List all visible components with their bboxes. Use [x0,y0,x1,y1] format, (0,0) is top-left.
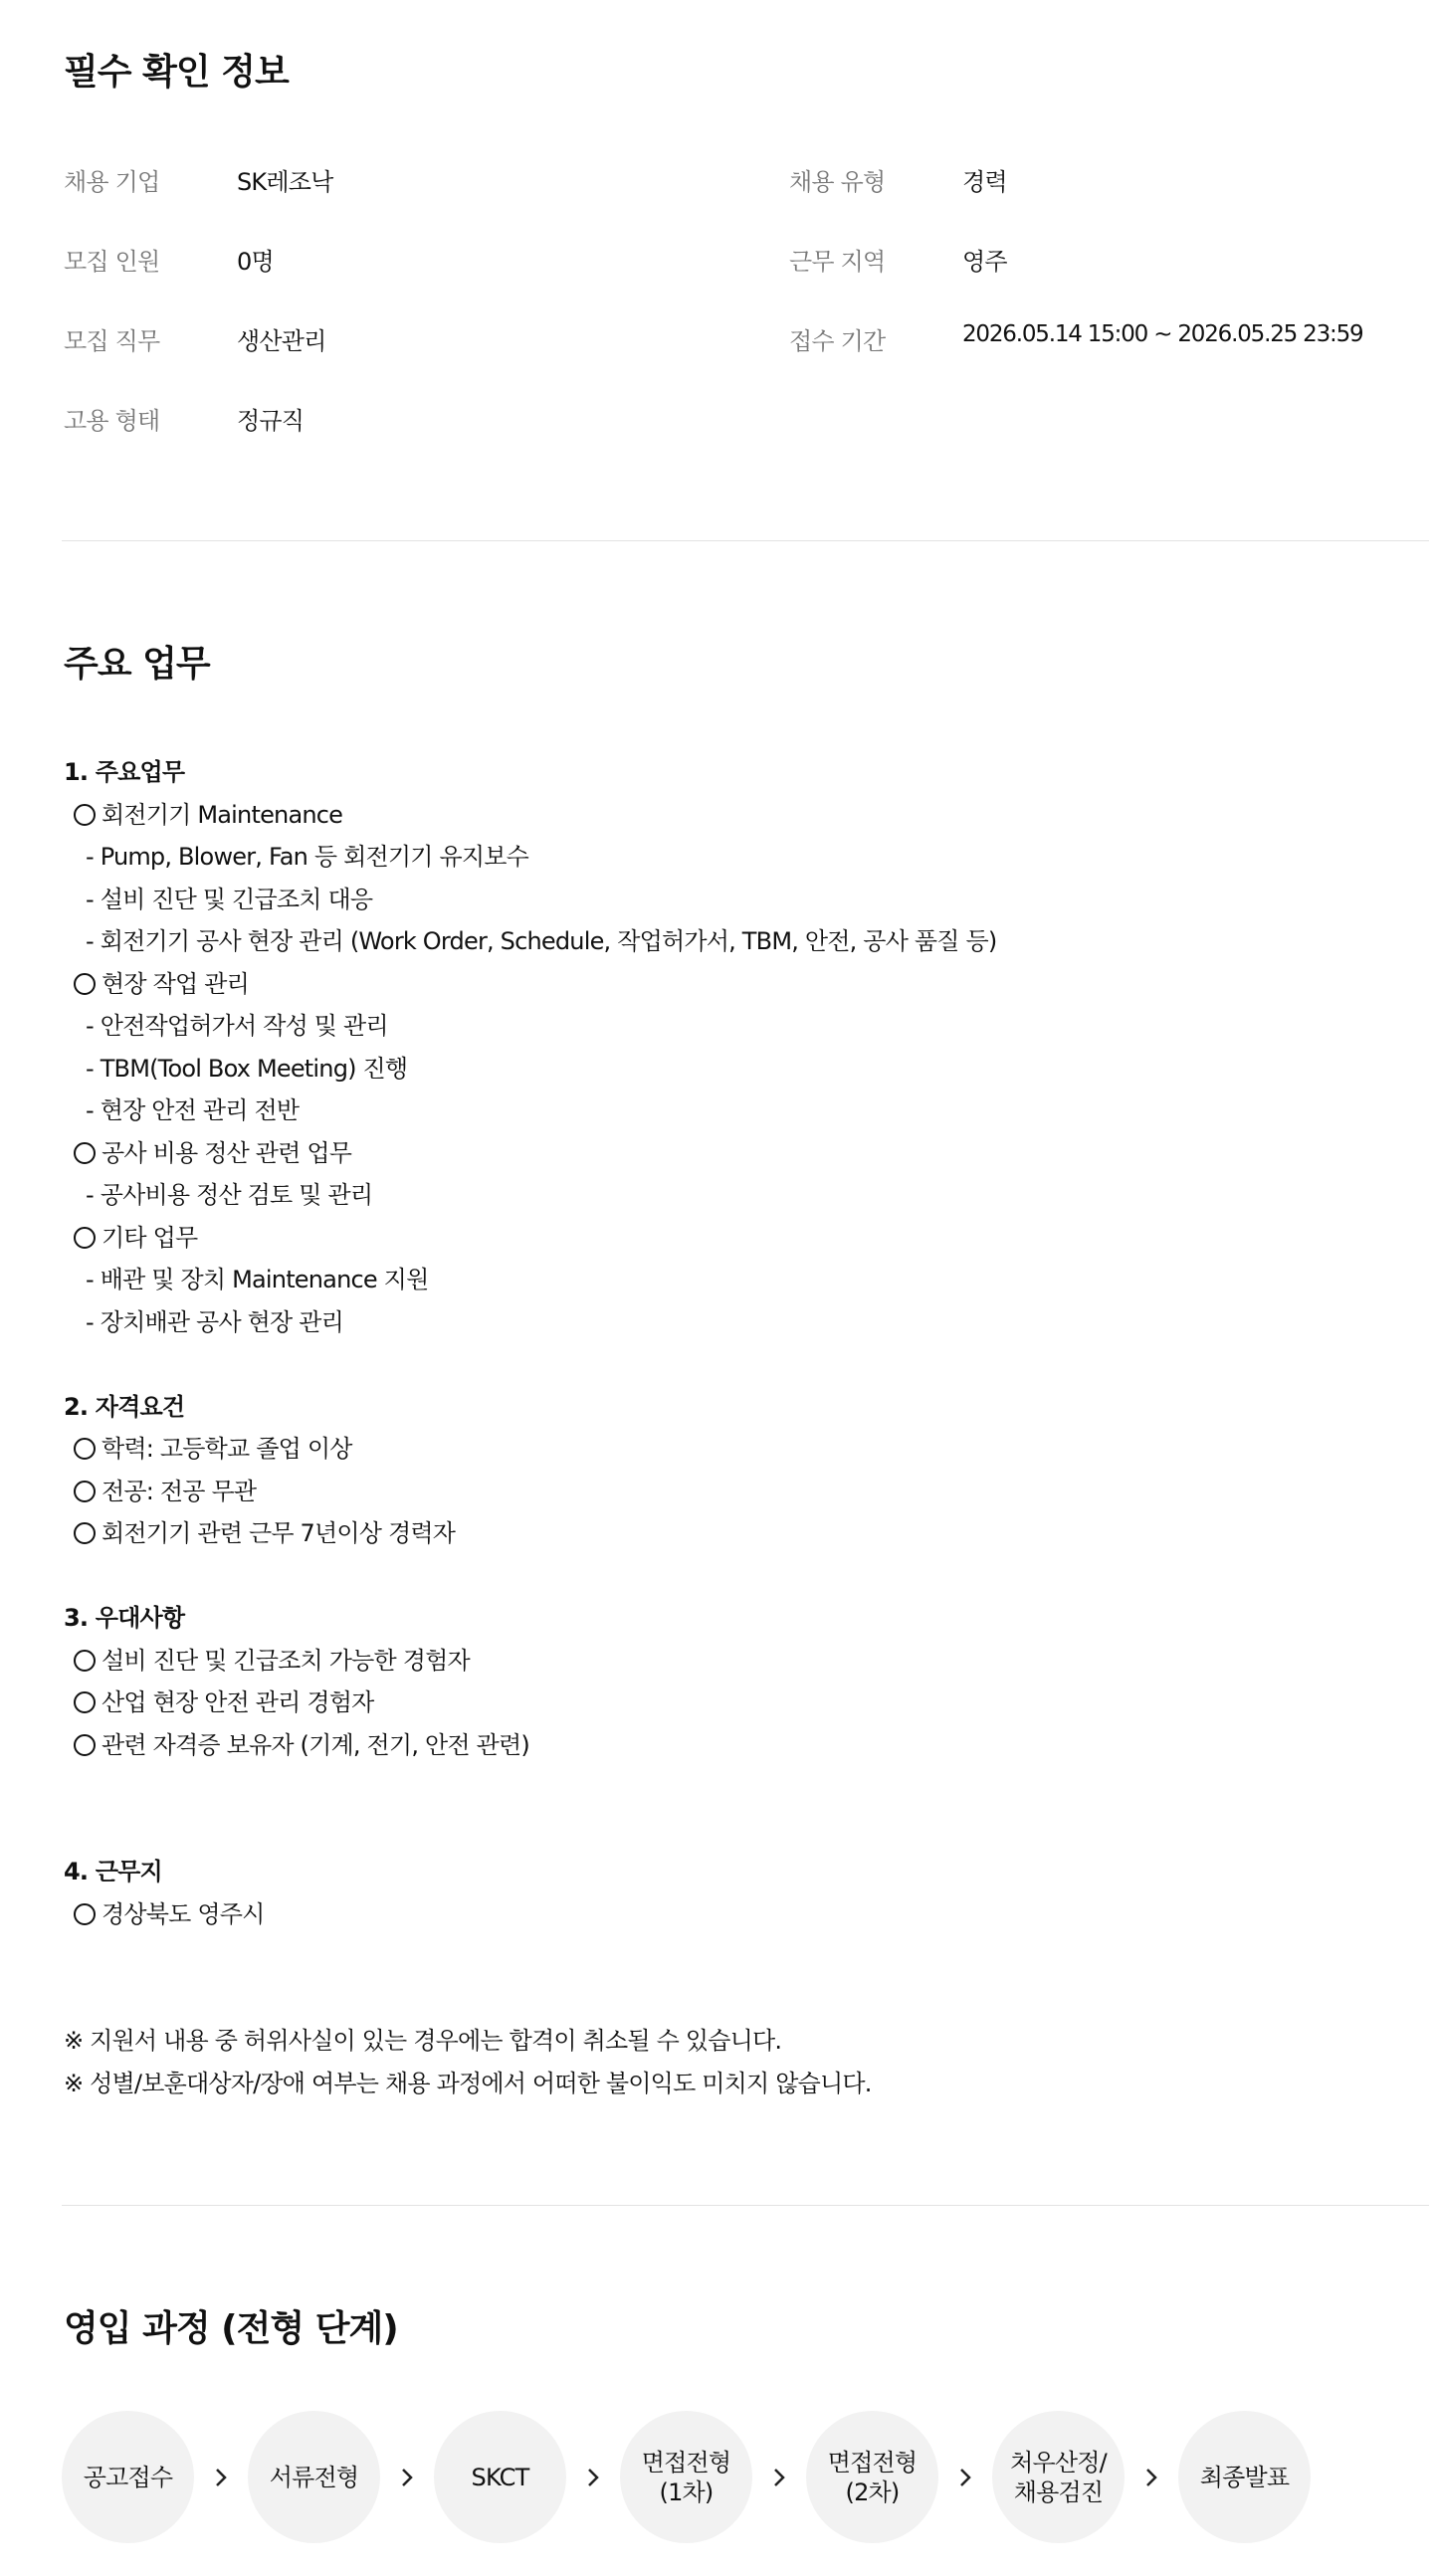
duty-bullet-item [64,1217,996,1260]
section-divider [62,540,1429,541]
chevron-right-icon [566,2467,620,2488]
chevron-right-icon [752,2467,806,2488]
process-step: 면접전형 (2차) [806,2411,938,2543]
duty-bullet-item [64,1512,996,1555]
duty-sub-item: - 현장 안전 관리 전반 [86,1096,300,1124]
duty-sub-item: - 설비 진단 및 긴급조치 대응 [86,885,373,913]
info-value: SK레조낙 [237,168,333,196]
info-label: 채용 유형 [789,168,886,196]
notice-text: ※ 성별/보훈대상자/장애 여부는 채용 과정에서 어떠한 불이익도 미치지 않습니다. [64,2069,872,2097]
info-label: 모집 인원 [64,248,160,276]
duty-bullet-text: 경상북도 영주시 [102,1899,265,1928]
process-step: 공고접수 [62,2411,194,2543]
duty-sub-item: - 공사비용 정산 검토 및 관리 [86,1181,373,1209]
process-step: SKCT [434,2411,566,2543]
duty-bullet-item [64,1682,996,1724]
chevron-right-icon [1125,2467,1178,2488]
circle-bullet-icon [74,1522,96,1544]
blank-line [64,1343,996,1386]
duty-section-heading: 3. 우대사항 [64,1604,185,1632]
chevron-right-icon [194,2467,248,2488]
duty-bullet-item [64,1428,996,1471]
info-value: 정규직 [237,407,305,435]
duty-bullet-text: 회전기기 Maintenance [102,800,343,829]
duty-sub-item: - 회전기기 공사 현장 관리 (Work Order, Schedule, 작업허가서, TBM, 안전, 공사 품질 등) [86,927,997,955]
info-value: 경력 [962,168,1007,196]
duty-bullet-text: 기타 업무 [102,1223,198,1252]
process-step: 처우산정/ 채용검진 [992,2411,1125,2543]
info-value: 0명 [237,248,274,276]
section-divider [62,2205,1429,2206]
duty-section-heading: 4. 근무지 [64,1858,162,1885]
circle-bullet-icon [74,1903,96,1925]
duty-sub-item: - 배관 및 장치 Maintenance 지원 [86,1266,429,1293]
duty-sub-item: - TBM(Tool Box Meeting) 진행 [86,1054,408,1083]
process-title: 영입 과정 (전형 단계) [64,2308,398,2349]
process-step: 서류전형 [248,2411,380,2543]
duty-bullet-item [64,1724,996,1767]
blank-line [64,1935,996,1978]
main-duties-body [64,751,996,2104]
circle-bullet-icon [74,1227,96,1249]
required-info-title: 필수 확인 정보 [64,52,289,93]
circle-bullet-icon [74,1734,96,1756]
info-value: 생산관리 [237,327,326,355]
duty-bullet-item [64,794,996,837]
blank-line [64,1978,996,2021]
duty-bullet-text: 학력: 고등학교 졸업 이상 [102,1435,352,1463]
info-label: 채용 기업 [64,168,160,196]
info-label: 근무 지역 [789,248,886,276]
circle-bullet-icon [74,1481,96,1502]
blank-line [64,1809,996,1852]
circle-bullet-icon [74,1142,96,1164]
duty-bullet-text: 회전기기 관련 근무 7년이상 경력자 [102,1519,456,1547]
process-step: 면접전형 (1차) [620,2411,752,2543]
duty-bullet-text: 설비 진단 및 긴급조치 가능한 경험자 [102,1646,470,1675]
info-label: 고용 형태 [64,407,160,435]
duty-sub-item: - 장치배관 공사 현장 관리 [86,1307,344,1336]
duty-section-heading: 1. 주요업무 [64,758,185,786]
process-steps [62,2410,1311,2544]
duty-bullet-text: 공사 비용 정산 관련 업무 [102,1138,352,1167]
duty-section-heading: 2. 자격요건 [64,1392,185,1421]
process-step: 최종발표 [1178,2411,1311,2543]
duty-bullet-text: 산업 현장 안전 관리 경험자 [102,1688,374,1716]
info-value: 2026.05.14 15:00 ~ 2026.05.25 23:59 [962,321,1363,347]
duty-bullet-text: 현장 작업 관리 [102,969,249,998]
info-label: 모집 직무 [64,327,160,355]
main-duties-title: 주요 업무 [64,644,210,685]
chevron-right-icon [380,2467,434,2488]
duty-bullet-item [64,963,996,1006]
info-label: 접수 기간 [789,327,886,355]
duty-bullet-text: 전공: 전공 무관 [102,1477,257,1505]
blank-line [64,1555,996,1598]
duty-bullet-item [64,1893,996,1936]
duty-sub-item: - 안전작업허가서 작성 및 관리 [86,1012,388,1040]
circle-bullet-icon [74,1650,96,1672]
duty-bullet-item [64,1640,996,1683]
duty-bullet-item [64,1132,996,1175]
duty-bullet-item [64,1471,996,1513]
duty-sub-item: - Pump, Blower, Fan 등 회전기기 유지보수 [86,843,529,871]
info-value: 영주 [962,248,1007,276]
duty-bullet-text: 관련 자격증 보유자 (기계, 전기, 안전 관련) [102,1730,529,1759]
circle-bullet-icon [74,973,96,995]
chevron-right-icon [938,2467,992,2488]
circle-bullet-icon [74,1691,96,1713]
notice-text: ※ 지원서 내용 중 허위사실이 있는 경우에는 합격이 취소될 수 있습니다. [64,2027,782,2055]
blank-line [64,1766,996,1809]
circle-bullet-icon [74,1438,96,1460]
circle-bullet-icon [74,804,96,826]
